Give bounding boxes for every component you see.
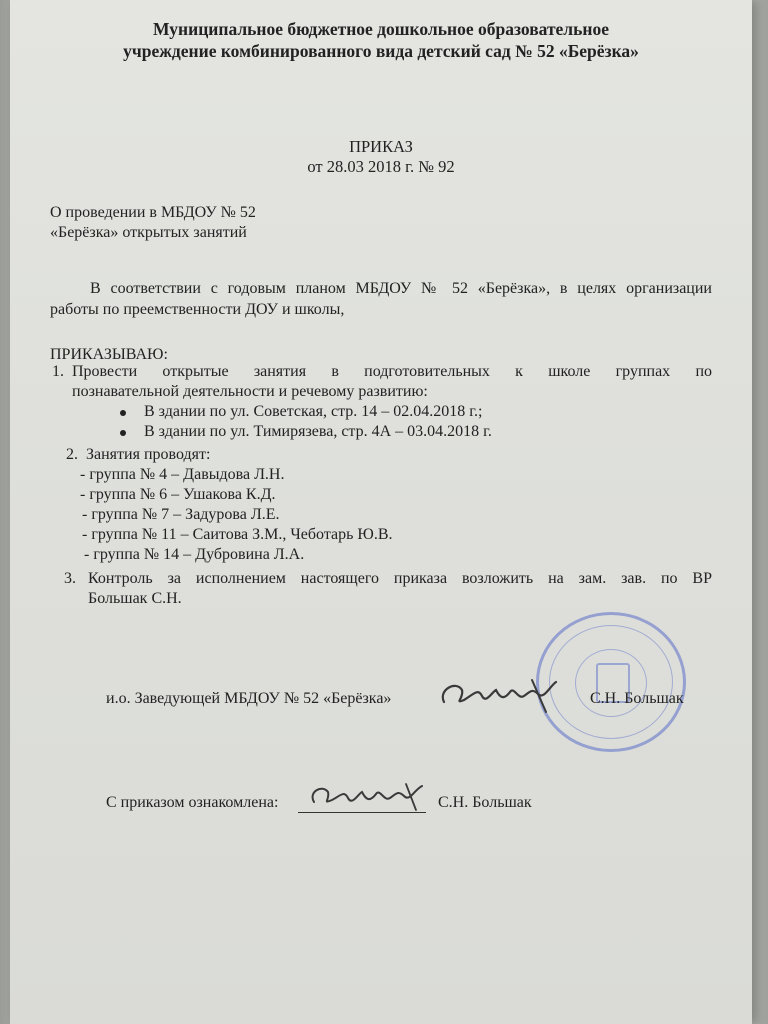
subject-line2: «Берёзка» открытых занятий bbox=[50, 224, 247, 241]
bullet-marker bbox=[120, 410, 126, 416]
document-page bbox=[10, 0, 752, 1024]
preamble-line2: работы по преемственности ДОУ и школы, bbox=[50, 301, 345, 318]
subject-line1: О проведении в МБДОУ № 52 bbox=[50, 204, 256, 221]
bullet-marker bbox=[120, 430, 126, 436]
item1-number: 1. bbox=[52, 363, 64, 380]
group-line: - группа № 7 – Задурова Л.Е. bbox=[82, 506, 280, 523]
order-title: ПРИКАЗ bbox=[349, 137, 413, 156]
item1-line1: Провести открытые занятия в подготовительных к школе группах по bbox=[72, 363, 712, 380]
org-name-line2: учреждение комбинированного вида детский сад № 52 «Берёзка» bbox=[123, 41, 639, 61]
org-name-line1: Муниципальное бюджетное дошкольное образовательное bbox=[153, 19, 609, 39]
item1-line2: познавательной деятельности и речевому развитию: bbox=[72, 383, 428, 400]
group-line: - группа № 4 – Давыдова Л.Н. bbox=[80, 466, 285, 483]
handwritten-signature-director bbox=[434, 670, 574, 720]
handwritten-signature-acknowledgement bbox=[306, 778, 436, 818]
item3-line2: Большак С.Н. bbox=[88, 590, 182, 607]
signature-position: и.о. Заведующей МБДОУ № 52 «Берёзка» bbox=[106, 690, 392, 707]
item2-text: Занятия проводят: bbox=[86, 446, 211, 463]
paper-sheet bbox=[10, 0, 752, 1024]
decree-word: ПРИКАЗЫВАЮ: bbox=[50, 346, 168, 363]
signature-name: С.Н. Большак bbox=[590, 690, 684, 707]
group-line: - группа № 11 – Саитова З.М., Чеботарь Ю.В. bbox=[82, 526, 393, 543]
item1-bullet2: В здании по ул. Тимирязева, стр. 4А – 03.04.2018 г. bbox=[144, 423, 492, 440]
group-line: - группа № 14 – Дубровина Л.А. bbox=[84, 546, 305, 563]
acknowledgement-label: С приказом ознакомлена: bbox=[106, 794, 279, 811]
item1-bullet1: В здании по ул. Советская, стр. 14 – 02.04.2018 г.; bbox=[144, 403, 483, 420]
acknowledgement-name: С.Н. Большак bbox=[438, 794, 532, 811]
preamble-line1: В соответствии с годовым планом МБДОУ № 52 «Берёзка», в целях организации bbox=[90, 280, 712, 297]
item3-number: 3. bbox=[64, 570, 76, 587]
item2-number: 2. bbox=[66, 446, 78, 463]
group-line: - группа № 6 – Ушакова К.Д. bbox=[80, 486, 276, 503]
order-date-number: от 28.03 2018 г. № 92 bbox=[307, 157, 455, 176]
item3-line1: Контроль за исполнением настоящего приказа возложить на зам. зав. по ВР bbox=[88, 570, 712, 587]
